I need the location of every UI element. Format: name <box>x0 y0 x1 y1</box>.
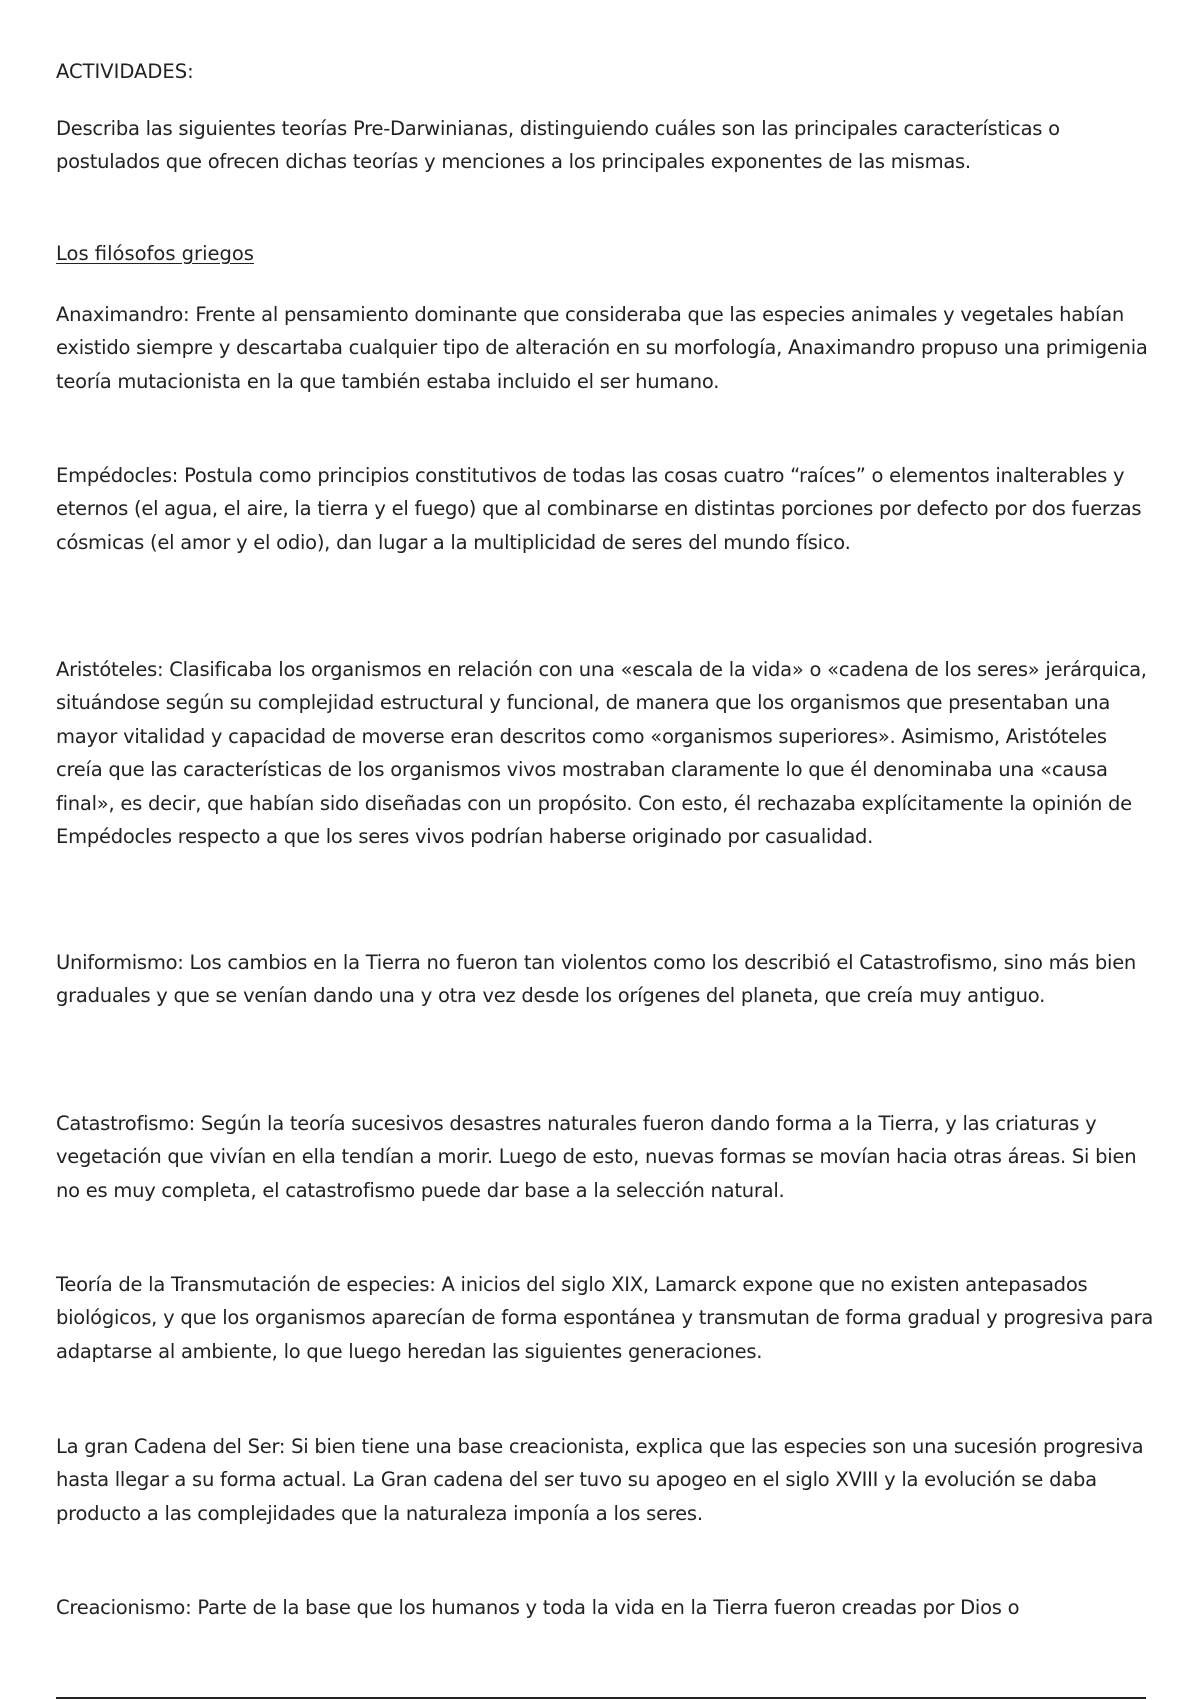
paragraph-creacionismo: Creacionismo: Parte de la base que los humanos y toda la vida en la Tierra fueron creadas por Dios o <box>56 1596 1020 1619</box>
section-title-greek-philosophers: Los filósofos griegos <box>56 242 254 265</box>
paragraph-catastrofismo: Catastrofismo: Según la teoría sucesivos desastres naturales fueron dando forma a la Tierra, y las criaturas y vegetación que vivían en ella tendían a morir. Luego de esto, nuevas formas se movían hacia otras áreas. Si bien no es muy completa, el catastrofismo puede dar base a la selección natural. <box>56 1112 1137 1202</box>
instructions-paragraph: Describa las siguientes teorías Pre-Darwinianas, distinguiendo cuáles son las principales características o postulados que ofrecen dichas teorías y menciones a los principales exponentes de las mismas. <box>56 117 1060 174</box>
paragraph-empedocles: Empédocles: Postula como principios constitutivos de todas las cosas cuatro “raíces” o elementos inalterables y eternos (el agua, el aire, la tierra y el fuego) que al combinarse en distintas porciones por defecto por dos fuerzas cósmicas (el amor y el odio), dan lugar a la multiplicidad de seres del mundo físico. <box>56 464 1142 554</box>
paragraph-aristoteles: Aristóteles: Clasificaba los organismos en relación con una «escala de la vida» o «cadena de los seres» jerárquica, situándose según su complejidad estructural y funcional, de manera que los organismos que presentaban una mayor vitalidad y capacidad de moverse eran descritos como «organismos superiores». Asimismo, Aristóteles creía que las características de los organismos vivos mostraban claramente lo que él denominaba una «causa final», es decir, que habían sido diseñadas con un propósito. Con esto, él rechazaba explícitamente la opinión de Empédocles respecto a que los seres vivos podrían haberse originado por casualidad. <box>56 658 1147 849</box>
activities-heading: ACTIVIDADES: <box>56 60 194 83</box>
paragraph-anaximandro: Anaximandro: Frente al pensamiento dominante que consideraba que las especies animales y vegetales habían existido siempre y descartaba cualquier tipo de alteración en su morfología, Anaximandro propuso una primigenia teoría mutacionista en la que también estaba incluido el ser humano. <box>56 303 1148 393</box>
paragraph-transmutacion: Teoría de la Transmutación de especies: A inicios del siglo XIX, Lamarck expone que no existen antepasados biológicos, y que los organismos aparecían de forma espontánea y transmutan de forma gradual y progresiva para adaptarse al ambiente, lo que luego heredan las siguientes generaciones. <box>56 1273 1154 1363</box>
page-divider <box>56 1697 1146 1699</box>
paragraph-gran-cadena: La gran Cadena del Ser: Si bien tiene una base creacionista, explica que las especies son una sucesión progresiva hasta llegar a su forma actual. La Gran cadena del ser tuvo su apogeo en el siglo XVIII y la evolución se daba producto a las complejidades que la naturaleza imponía a los seres. <box>56 1435 1144 1525</box>
paragraph-uniformismo: Uniformismo: Los cambios en la Tierra no fueron tan violentos como los describió el Catastrofismo, sino más bien graduales y que se venían dando una y otra vez desde los orígenes del planeta, que creía muy antiguo. <box>56 951 1137 1008</box>
